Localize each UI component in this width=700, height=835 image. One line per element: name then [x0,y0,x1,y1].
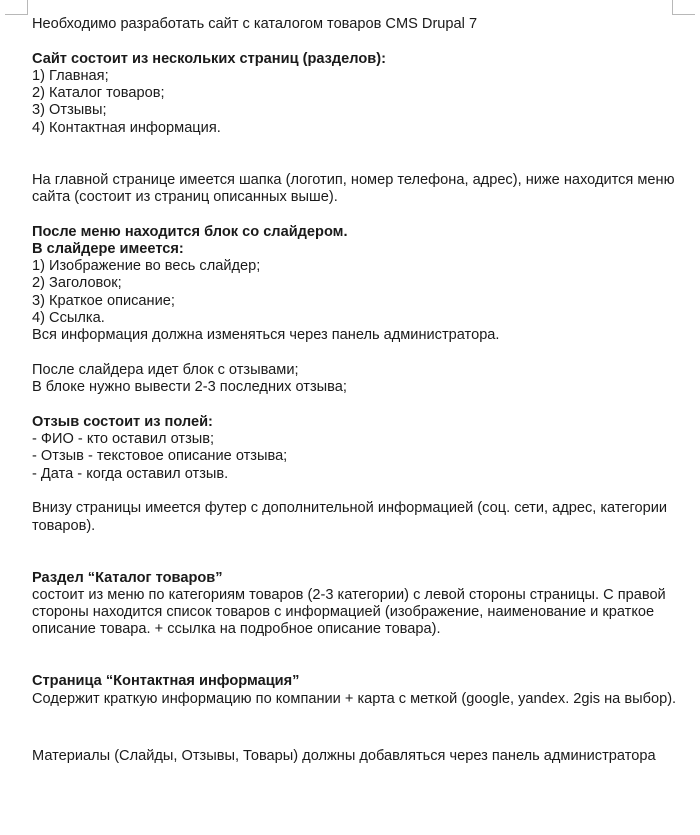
materials-paragraph: Материалы (Слайды, Отзывы, Товары) должны добавляться через панель администратора [32,747,656,764]
list-item-page-1: 1) Главная; [32,67,109,84]
list-item-page-2: 2) Каталог товаров; [32,85,165,102]
list-item-review-field-2: - Отзыв - текстовое описание отзыва; [32,448,288,465]
catalog-paragraph: состоит из меню по категориям товаров (2-3 категории) с левой стороны страницы. С правой стороны находится список товаров с информацией (изображение, наименование и краткое описание товара. + ссылка на подробное описание товара). [32,586,666,638]
list-item-review-field-1: - ФИО - кто оставил отзыв; [32,431,215,448]
reviews-block-line-1: После слайдера идет блок с отзывами; [32,361,299,378]
home-header-paragraph: На главной странице имеется шапка (логотип, номер телефона, адрес), ниже находится меню сайта (состоит из страниц описанных выше). [32,171,675,205]
page-corner-mark-right [672,0,695,15]
footer-paragraph: Внизу страницы имеется футер с дополнительной информацией (соц. сети, адрес, категории товаров). [32,500,668,534]
list-item-slider-2: 2) Заголовок; [32,275,122,292]
contacts-heading: Страница “Контактная информация” [32,673,300,690]
catalog-heading: Раздел “Каталог товаров” [32,569,223,586]
intro-line: Необходимо разработать сайт с каталогом товаров CMS Drupal 7 [32,16,478,32]
list-item-slider-4: 4) Ссылка. [32,310,105,327]
slider-heading: После меню находится блок со слайдером. [32,223,348,240]
pages-heading: Сайт состоит из нескольких страниц (разделов): [32,50,386,67]
list-item-review-field-3: - Дата - когда оставил отзыв. [32,465,229,482]
slider-admin-line: Вся информация должна изменяться через панель администратора. [32,327,500,344]
list-item-slider-3: 3) Краткое описание; [32,292,175,309]
list-item-page-3: 3) Отзывы; [32,102,107,119]
slider-subheading: В слайдере имеется: [32,240,184,257]
document-body [32,16,682,767]
reviews-block-line-2: В блоке нужно вывести 2-3 последних отзыва; [32,379,347,396]
page-corner-mark-left [5,0,28,15]
contacts-paragraph: Содержит краткую информацию по компании + карта с меткой (google, yandex. 2gis на выбор). [32,690,677,707]
review-fields-heading: Отзыв состоит из полей: [32,413,213,430]
list-item-page-4: 4) Контактная информация. [32,119,221,136]
list-item-slider-1: 1) Изображение во весь слайдер; [32,258,261,275]
